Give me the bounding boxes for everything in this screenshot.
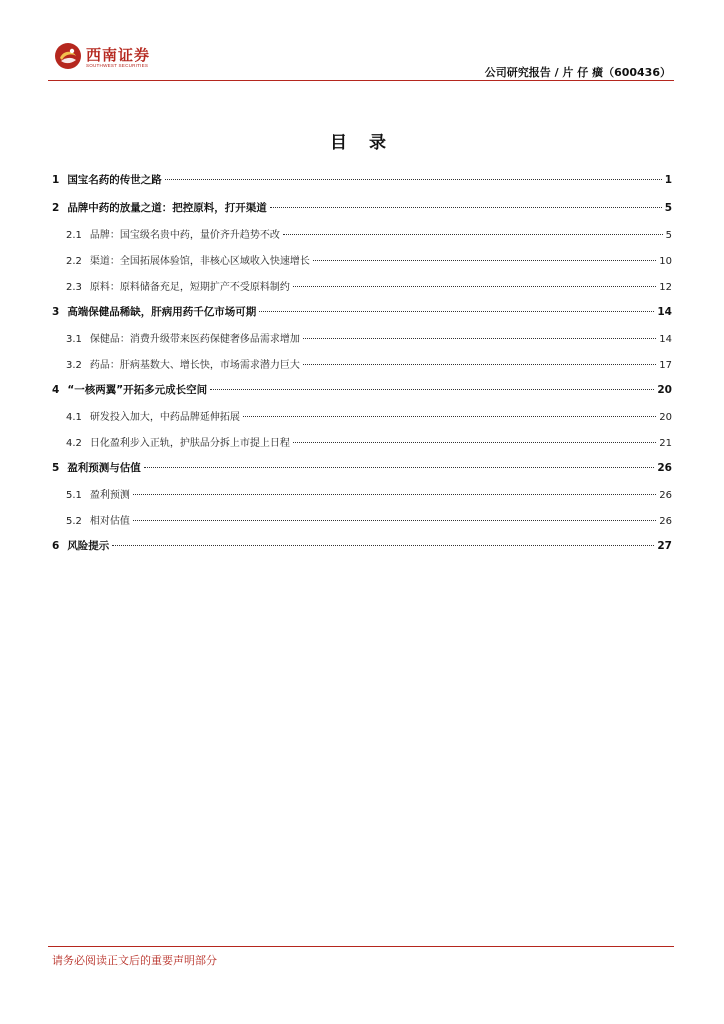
toc-entry[interactable] [52,382,672,398]
toc-leader-dots [293,442,656,443]
toc-entry-number: 3.2 [66,360,82,371]
toc-leader-dots [243,416,656,417]
toc-entry-number: 1 [52,174,60,186]
toc-entry[interactable] [52,538,672,554]
toc-entry[interactable] [52,330,672,346]
toc-entry-number: 2.2 [66,256,82,267]
toc-entry-page: 26 [659,516,672,527]
toc-leader-dots [165,179,662,180]
report-meta: 公司研究报告 / 片 仔 癀（600436） [484,66,671,79]
southwest-securities-logo-icon [54,42,82,70]
toc-entry-title: 高端保健品稀缺，肝病用药千亿市场可期 [67,306,257,318]
footer-divider [48,946,674,947]
toc-entry[interactable] [52,278,672,294]
toc-entry-number: 3 [52,306,60,318]
toc-entry-number: 4.2 [66,438,82,449]
toc-entry-page: 5 [665,230,672,241]
toc-entry[interactable] [52,356,672,372]
toc-leader-dots [133,520,656,521]
logo-chinese-name: 西南证券 [86,46,151,64]
toc-entry-page: 26 [659,490,672,501]
toc-entry-number: 5.2 [66,516,82,527]
toc-entry-page: 21 [659,438,672,449]
toc-entry-title: 研发投入加大，中药品牌延伸拓展 [89,412,240,423]
toc-entry-title: 相对估值 [89,516,130,527]
toc-leader-dots [144,467,655,468]
toc-entry-number: 3.1 [66,334,82,345]
toc-entry-number: 4 [52,384,60,396]
toc-leader-dots [112,545,654,546]
toc-entry-number: 5 [52,462,60,474]
toc-leader-dots [283,234,663,235]
toc-entry-title: 盈利预测与估值 [67,462,141,474]
toc-entry-number: 2 [52,202,60,214]
toc-entry[interactable] [52,226,672,242]
toc-entry-page: 1 [664,174,672,186]
toc-entry[interactable] [52,408,672,424]
toc-leader-dots [270,207,662,208]
toc-leader-dots [313,260,656,261]
toc-entry[interactable] [52,434,672,450]
toc-entry-title: 国宝名药的传世之路 [67,174,162,186]
toc-entry-title: 盈利预测 [89,490,130,501]
toc-entry-title: 保健品：消费升级带来医药保健奢侈品需求增加 [89,334,300,345]
header-divider [48,80,674,81]
toc-entry-title: 风险提示 [67,540,110,552]
toc-entry-page: 20 [657,384,672,396]
toc-entry-page: 17 [659,360,672,371]
toc-leader-dots [303,338,656,339]
toc-entry-page: 10 [659,256,672,267]
toc-entry[interactable] [52,172,672,188]
toc-entry-title: 品牌中药的放量之道：把控原料，打开渠道 [67,202,267,214]
toc-leader-dots [210,389,654,390]
toc-entry-title: 品牌：国宝级名贵中药，量价齐升趋势不改 [89,230,280,241]
toc-leader-dots [293,286,656,287]
toc-title: 目 录 [330,133,394,153]
toc-entry-page: 14 [657,306,672,318]
toc-entry-title: 日化盈利步入正轨，护肤品分拆上市提上日程 [89,438,290,449]
footer-disclaimer: 请务必阅读正文后的重要声明部分 [52,954,217,967]
toc-leader-dots [259,311,654,312]
toc-entry-title: 药品：肝病基数大、增长快，市场需求潜力巨大 [89,360,300,371]
toc-entry-number: 4.1 [66,412,82,423]
toc-entry-number: 6 [52,540,60,552]
company-logo [54,42,174,74]
toc-entry[interactable] [52,460,672,476]
toc-entry-page: 27 [657,540,672,552]
toc-entry[interactable] [52,512,672,528]
toc-entry[interactable] [52,486,672,502]
toc-entry-title: 渠道：全国拓展体验馆，非核心区域收入快速增长 [89,256,310,267]
toc-entry[interactable] [52,200,672,216]
toc-leader-dots [133,494,656,495]
toc-entry-number: 2.3 [66,282,82,293]
toc-entry-title: 原料：原料储备充足，短期扩产不受原料制约 [89,282,290,293]
page-header [0,0,724,82]
toc-entry-page: 12 [659,282,672,293]
toc-entry[interactable] [52,304,672,320]
toc-entry-page: 14 [659,334,672,345]
toc-entry-number: 2.1 [66,230,82,241]
toc-entry-number: 5.1 [66,490,82,501]
toc-leader-dots [303,364,656,365]
logo-english-name: SOUTHWEST SECURITIES [86,63,149,68]
toc-entry-page: 5 [664,202,672,214]
toc-entry[interactable] [52,252,672,268]
toc-entry-title: “一核两翼”开拓多元成长空间 [67,384,208,396]
toc-entry-page: 20 [659,412,672,423]
toc-entry-page: 26 [657,462,672,474]
